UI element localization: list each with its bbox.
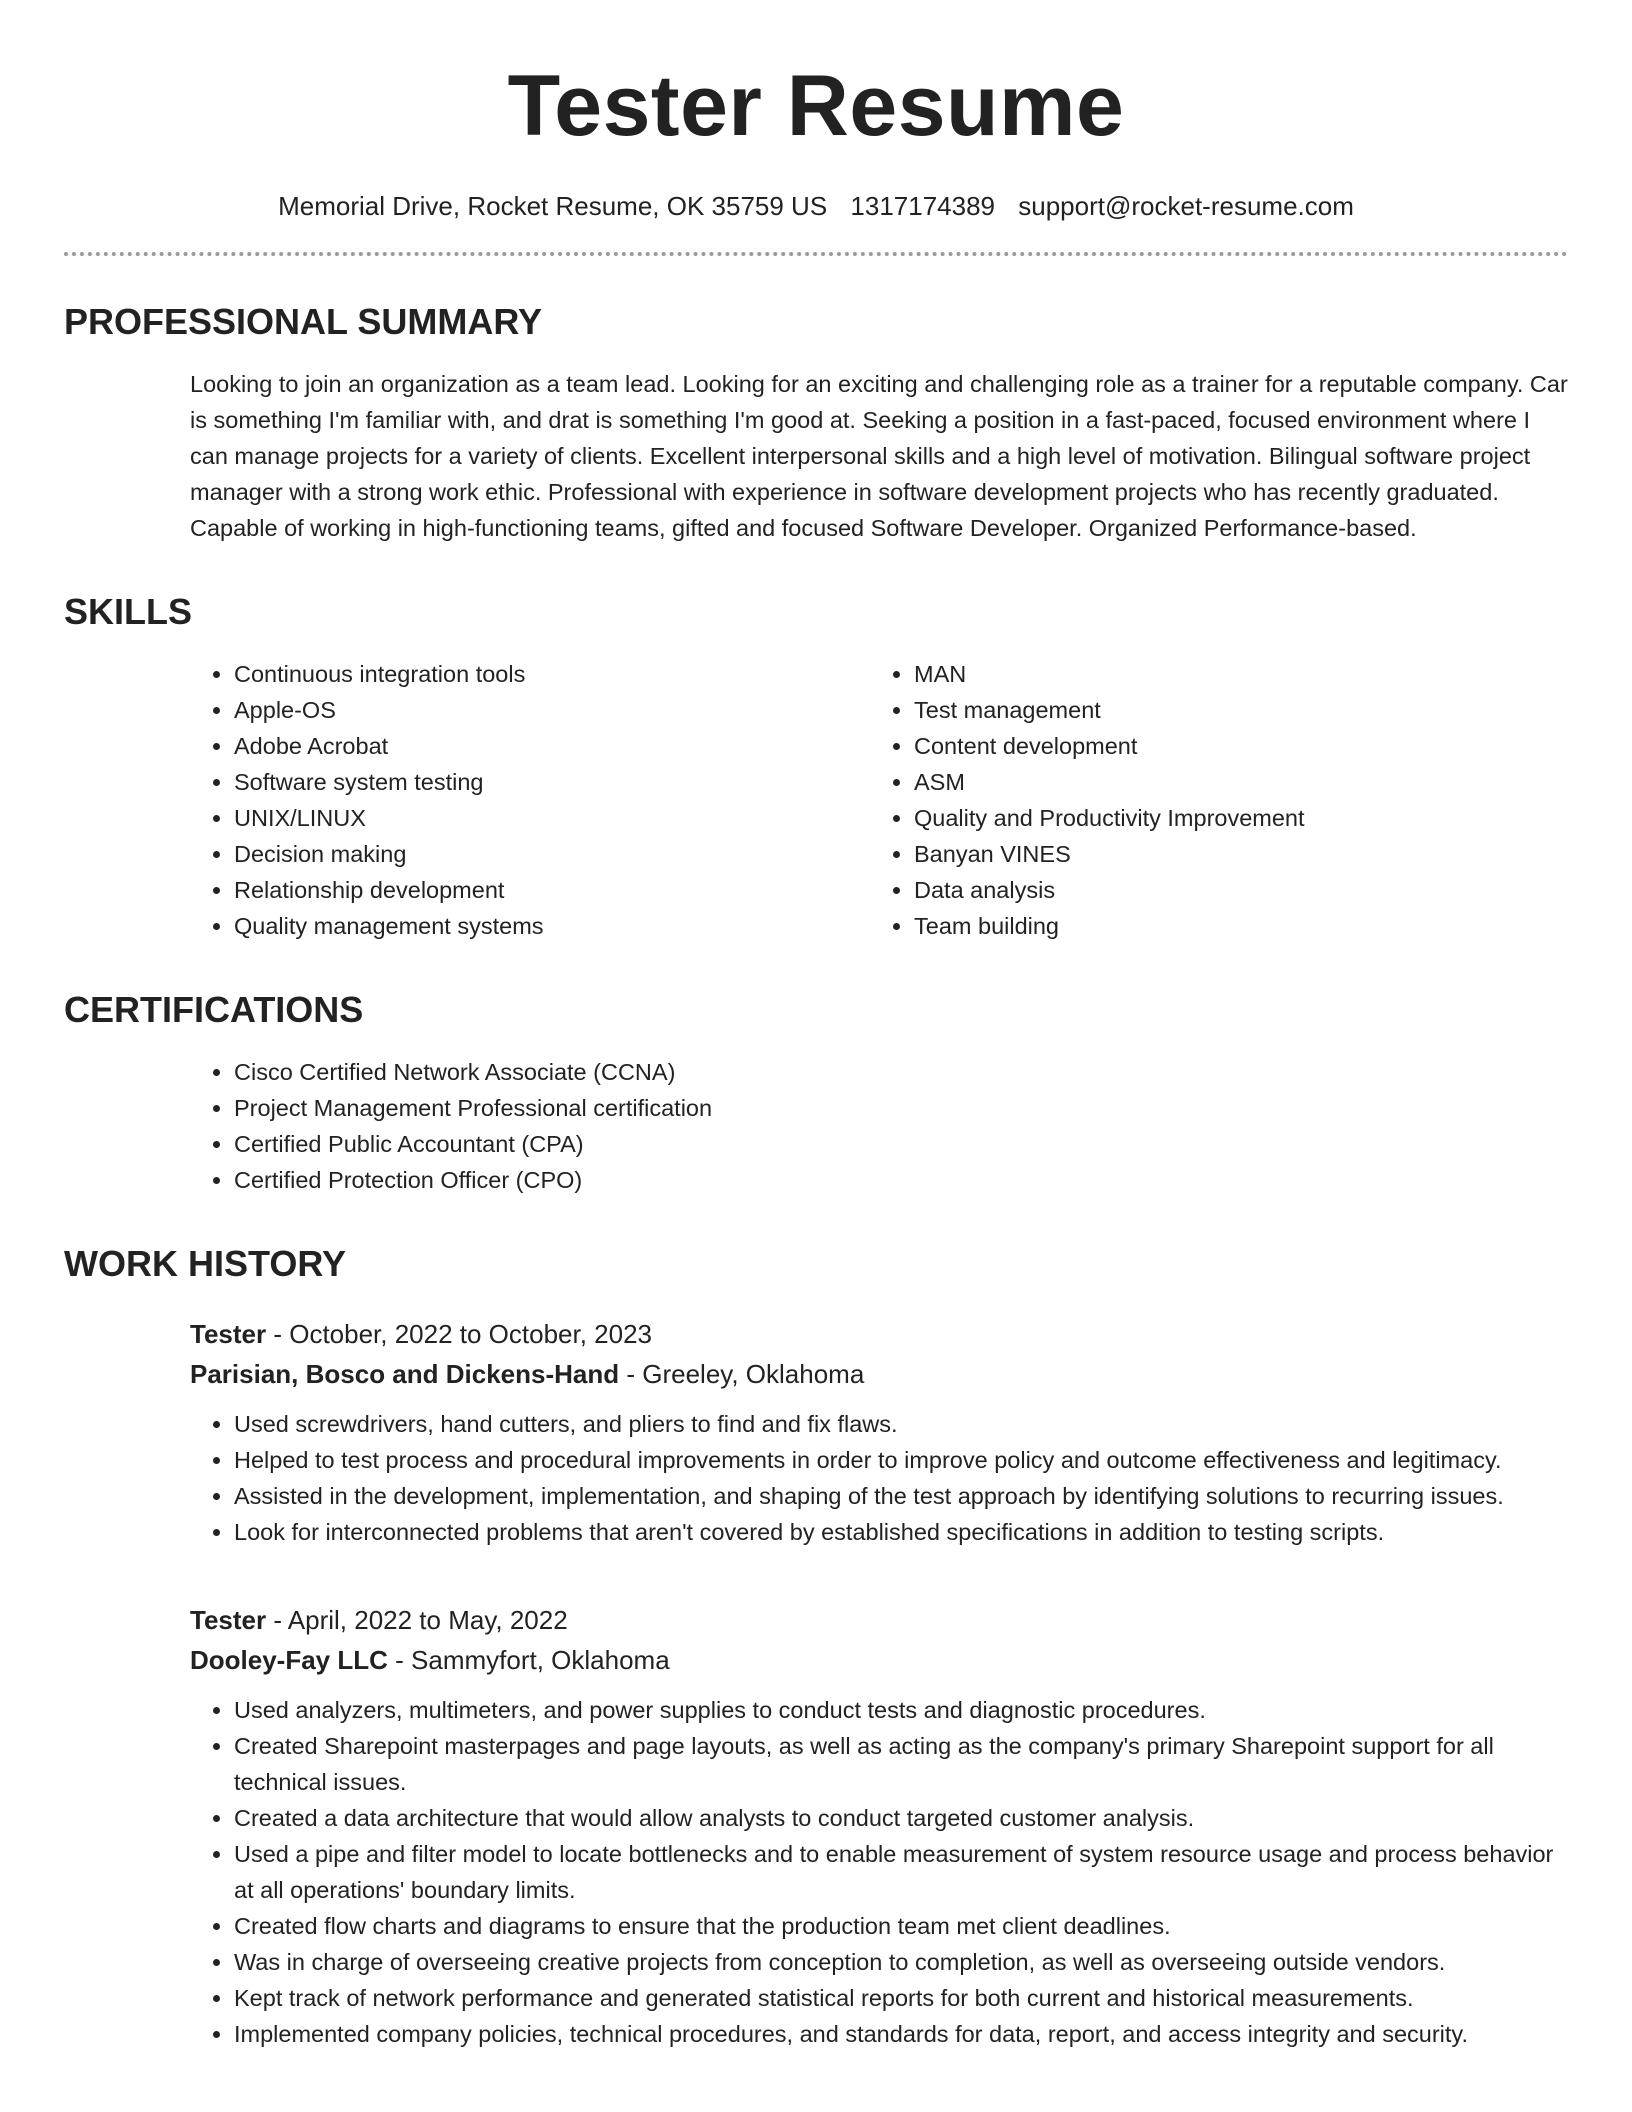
job-entry bbox=[190, 1600, 1568, 2052]
skill-item: • ASM bbox=[914, 764, 1550, 800]
skills-column-left bbox=[190, 656, 870, 944]
section-title-skills: SKILLS bbox=[64, 591, 193, 632]
job-entry bbox=[190, 1314, 1568, 1550]
skill-item: • Content development bbox=[914, 728, 1550, 764]
job-duty-item: • Created a data architecture that would allow analysts to conduct targeted customer analysis. bbox=[234, 1800, 1568, 1836]
job-role: Tester bbox=[190, 1319, 267, 1349]
job-duty-item: • Was in charge of overseeing creative projects from conception to completion, as well as overseeing outside vendors. bbox=[234, 1944, 1568, 1980]
job-company-line bbox=[190, 1354, 1568, 1394]
job-duty-item: • Created flow charts and diagrams to ensure that the production team met client deadlines. bbox=[234, 1908, 1568, 1944]
job-role-line bbox=[190, 1314, 1568, 1354]
job-duty-item: • Kept track of network performance and generated statistical reports for both current and historical measurements. bbox=[234, 1980, 1568, 2016]
skill-item: • UNIX/LINUX bbox=[234, 800, 870, 836]
header-divider bbox=[64, 252, 1568, 256]
job-dates: - October, 2022 to October, 2023 bbox=[266, 1319, 653, 1349]
job-company-line bbox=[190, 1640, 1568, 1680]
skill-item: • Decision making bbox=[234, 836, 870, 872]
skill-item: • Banyan VINES bbox=[914, 836, 1550, 872]
certification-item: • Project Management Professional certification bbox=[234, 1090, 1568, 1126]
section-title-certifications: CERTIFICATIONS bbox=[64, 989, 364, 1030]
skills-list bbox=[190, 656, 1568, 944]
job-role: Tester bbox=[190, 1605, 267, 1635]
job-company: Dooley-Fay LLC bbox=[190, 1645, 388, 1675]
job-duties bbox=[190, 1692, 1568, 2052]
skills-column-right bbox=[870, 656, 1550, 944]
skill-item: • MAN bbox=[914, 656, 1550, 692]
skill-item: • Data analysis bbox=[914, 872, 1550, 908]
contact-address: Memorial Drive, Rocket Resume, OK 35759 US bbox=[278, 191, 828, 221]
certification-item: • Certified Public Accountant (CPA) bbox=[234, 1126, 1568, 1162]
skill-item: • Apple-OS bbox=[234, 692, 870, 728]
job-duty-item: • Used a pipe and filter model to locate bottlenecks and to enable measurement of system resource usage and process behavior at all operations' boundary limits. bbox=[234, 1836, 1568, 1908]
job-company: Parisian, Bosco and Dickens-Hand bbox=[190, 1359, 620, 1389]
skill-item: • Relationship development bbox=[234, 872, 870, 908]
job-location: - Sammyfort, Oklahoma bbox=[387, 1645, 670, 1675]
job-location: - Greeley, Oklahoma bbox=[619, 1359, 865, 1389]
contact-email: support@rocket-resume.com bbox=[1018, 191, 1354, 221]
skill-item: • Adobe Acrobat bbox=[234, 728, 870, 764]
certifications-list bbox=[190, 1054, 1568, 1198]
job-dates: - April, 2022 to May, 2022 bbox=[266, 1605, 568, 1635]
contact-line bbox=[64, 190, 1568, 222]
skill-item: • Quality and Productivity Improvement bbox=[914, 800, 1550, 836]
skill-item: • Quality management systems bbox=[234, 908, 870, 944]
job-duty-item: • Look for interconnected problems that aren't covered by established specifications in addition to testing scripts. bbox=[234, 1514, 1568, 1550]
skill-item: • Continuous integration tools bbox=[234, 656, 870, 692]
section-title-work-history: WORK HISTORY bbox=[64, 1243, 347, 1284]
resume-title: Tester Resume bbox=[507, 58, 1125, 154]
contact-phone: 1317174389 bbox=[850, 191, 996, 221]
job-duty-item: • Helped to test process and procedural improvements in order to improve policy and outcome effectiveness and legitimacy. bbox=[234, 1442, 1568, 1478]
job-duty-item: • Used analyzers, multimeters, and power supplies to conduct tests and diagnostic procedures. bbox=[234, 1692, 1568, 1728]
job-duties bbox=[190, 1406, 1568, 1550]
job-role-line bbox=[190, 1600, 1568, 1640]
job-duty-item: • Created Sharepoint masterpages and page layouts, as well as acting as the company's primary Sharepoint support for all technical issues. bbox=[234, 1728, 1568, 1800]
skill-item: • Software system testing bbox=[234, 764, 870, 800]
certification-item: • Cisco Certified Network Associate (CCNA) bbox=[234, 1054, 1568, 1090]
section-title-summary: PROFESSIONAL SUMMARY bbox=[64, 301, 543, 342]
certification-item: • Certified Protection Officer (CPO) bbox=[234, 1162, 1568, 1198]
skill-item: • Test management bbox=[914, 692, 1550, 728]
job-duty-item: • Assisted in the development, implementation, and shaping of the test approach by identifying solutions to recurring issues. bbox=[234, 1478, 1568, 1514]
skill-item: • Team building bbox=[914, 908, 1550, 944]
job-duty-item: • Used screwdrivers, hand cutters, and pliers to find and fix flaws. bbox=[234, 1406, 1568, 1442]
job-duty-item: • Implemented company policies, technical procedures, and standards for data, report, and access integrity and security. bbox=[234, 2016, 1568, 2052]
summary-text: Looking to join an organization as a team lead. Looking for an exciting and challenging role as a trainer for a reputable company. Car is something I'm familiar with, and drat is something I'm good at. Seeking a position in a fast-paced, focused environment where I can manage projects for a variety of clients. Excellent interpersonal skills and a high level of motivation. Bilingual software project manager with a strong work ethic. Professional with experience in software development projects who has recently graduated. Capable of working in high-functioning teams, gifted and focused Software Developer. Organized Performance-based. bbox=[190, 371, 1568, 541]
